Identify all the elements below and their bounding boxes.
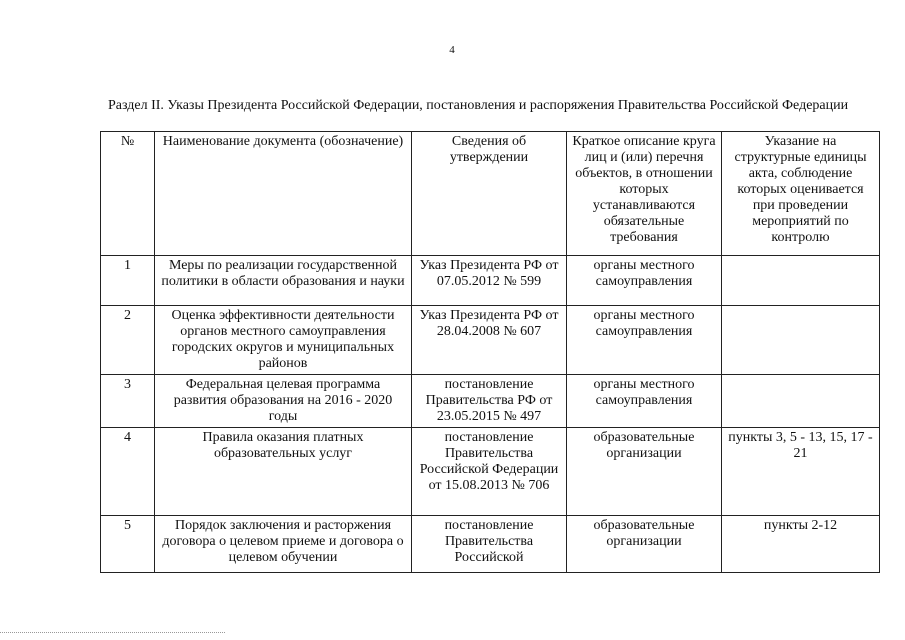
header-num: №: [101, 132, 155, 256]
row-approval: постановление Правительства Российской: [412, 516, 567, 573]
row-name: Правила оказания платных образовательных услуг: [155, 428, 412, 516]
header-approval: Сведения об утверждении: [412, 132, 567, 256]
table-row: [101, 375, 880, 428]
table-header-row: [101, 132, 880, 256]
row-description: органы местного самоуправления: [567, 306, 722, 375]
row-description: образовательные организации: [567, 516, 722, 573]
row-name: Порядок заключения и расторжения договора о целевом приеме и договора о целевом обучении: [155, 516, 412, 573]
table-row: [101, 516, 880, 573]
row-description: органы местного самоуправления: [567, 256, 722, 306]
table-row: [101, 428, 880, 516]
footer-divider: [0, 632, 225, 633]
section-title: Раздел II. Указы Президента Российской Федерации, постановления и распоряжения Правительства Российской Федерации: [108, 98, 849, 113]
table-row: [101, 306, 880, 375]
row-approval: Указ Президента РФ от 07.05.2012 № 599: [412, 256, 567, 306]
row-approval: Указ Президента РФ от 28.04.2008 № 607: [412, 306, 567, 375]
row-approval: постановление Правительства Российской Федерации от 15.08.2013 № 706: [412, 428, 567, 516]
row-units: [722, 306, 880, 375]
row-name: Федеральная целевая программа развития образования на 2016 - 2020 годы: [155, 375, 412, 428]
header-units: Указание на структурные единицы акта, соблюдение которых оценивается при проведении мероприятий по контролю: [722, 132, 880, 256]
row-num: 3: [101, 375, 155, 428]
row-units: [722, 256, 880, 306]
header-description: Краткое описание круга лиц и (или) перечня объектов, в отношении которых устанавливаются обязательные требования: [567, 132, 722, 256]
requirements-table: [100, 131, 880, 573]
table-row: [101, 256, 880, 306]
row-approval: постановление Правительства РФ от 23.05.2015 № 497: [412, 375, 567, 428]
row-name: Меры по реализации государственной политики в области образования и науки: [155, 256, 412, 306]
row-name: Оценка эффективности деятельности органов местного самоуправления городских округов и муниципальных районов: [155, 306, 412, 375]
row-num: 2: [101, 306, 155, 375]
header-name: Наименование документа (обозначение): [155, 132, 412, 256]
page-number: 4: [449, 44, 455, 56]
row-num: 5: [101, 516, 155, 573]
row-num: 4: [101, 428, 155, 516]
row-description: органы местного самоуправления: [567, 375, 722, 428]
row-units: пункты 3, 5 - 13, 15, 17 - 21: [722, 428, 880, 516]
row-units: [722, 375, 880, 428]
row-description: образовательные организации: [567, 428, 722, 516]
row-units: пункты 2-12: [722, 516, 880, 573]
row-num: 1: [101, 256, 155, 306]
